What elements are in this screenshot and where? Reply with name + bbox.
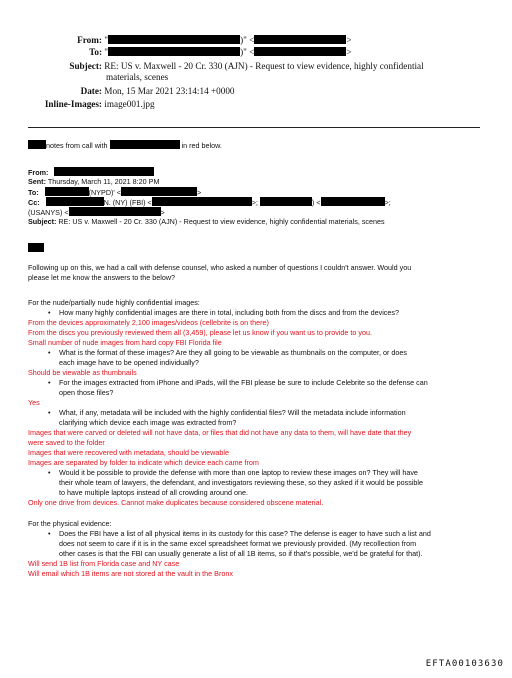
redaction-block xyxy=(260,197,312,206)
header-from-end: > xyxy=(346,35,352,45)
fwd-usanys-row xyxy=(28,207,165,217)
header-inline-images-value: image001.jpg xyxy=(104,99,155,109)
fwd-subject-value: RE: US v. Maxwell - 20 Cr. 330 (AJN) - Request to view evidence, highly confidential materials, scenes xyxy=(58,217,385,226)
header-date-row xyxy=(0,86,235,97)
answer-3: Yes xyxy=(28,398,40,407)
fwd-sent-value: Thursday, March 11, 2021 8:20 PM xyxy=(47,177,160,186)
header-to-end: > xyxy=(346,47,352,57)
fwd-to-value-b: > xyxy=(196,188,202,197)
header-from-row xyxy=(0,35,352,46)
answer-4-line1: Images that were carved or deleted will not have data, or files that did not have any data to them, will have date that they xyxy=(28,428,412,437)
question-2-line2: each image have to be opened individually? xyxy=(59,358,199,367)
answer-1-line1: From the devices approximately 2,100 images/videos (cellebrite is on there) xyxy=(28,318,269,327)
note-line xyxy=(28,140,222,150)
note-text-b: in red below. xyxy=(181,141,222,150)
bullet: • xyxy=(48,308,51,317)
redaction-block xyxy=(110,140,180,149)
question-4-line1: What, if any, metadata will be included with the highly confidential files? Will the metadata include information xyxy=(59,408,406,417)
question-6-line1: Does the FBI have a list of all physical items in its custody for this case? The defense is eager to have such a list and xyxy=(59,529,431,538)
question-3-line1: For the images extracted from iPhone and iPads, will the FBI please be sure to include Celebrite so the defense can xyxy=(59,378,428,387)
header-date-value: Mon, 15 Mar 2021 23:14:14 +0000 xyxy=(104,86,235,96)
redaction-block xyxy=(121,187,197,196)
fwd-to-label: To: xyxy=(28,188,39,197)
header-to-label: To: xyxy=(89,47,102,57)
bullet: • xyxy=(48,529,51,538)
fwd-from-label: From: xyxy=(28,168,49,177)
answer-4-line2: were saved to the folder xyxy=(28,438,105,447)
fwd-usanys-end: > xyxy=(160,208,165,217)
redaction-block xyxy=(69,207,161,216)
header-divider xyxy=(28,127,480,128)
redaction-block xyxy=(46,197,104,206)
intro-line1: Following up on this, we had a call with defense counsel, who asked a number of questions I couldn't answer. Would you xyxy=(28,263,412,272)
redaction-block xyxy=(152,197,252,206)
fwd-cc-label: Cc: xyxy=(28,198,40,207)
redaction-block xyxy=(54,167,154,176)
fwd-from-row xyxy=(28,167,154,177)
question-4-line2: clarifying which device each image was extracted from? xyxy=(59,418,237,427)
redaction-block xyxy=(45,187,89,196)
header-to-mid: )" < xyxy=(240,47,255,57)
fwd-cc-value-d: >; xyxy=(384,198,391,207)
answer-1-line2: From the discs you previously reviewed them all (3,459), please let us know if you want us to provide to you. xyxy=(28,328,372,337)
redaction-block xyxy=(28,140,46,149)
question-5-line3: to have multiple laptops instead of all crowding around one. xyxy=(59,488,248,497)
redaction-block xyxy=(254,35,346,44)
header-from-quote: " xyxy=(104,35,109,45)
question-6-line3: other cases is that the FBI can usually generate a list of all 1B items, so if that's possible, we'd be grateful for that). xyxy=(59,549,423,558)
bullet: • xyxy=(48,408,51,417)
salutation-redaction xyxy=(28,243,44,253)
header-subject-line2: materials, scenes xyxy=(106,72,169,82)
header-to-quote: " xyxy=(104,47,109,57)
bullet: • xyxy=(48,468,51,477)
redaction-block xyxy=(321,197,385,206)
fwd-sent-label: Sent: xyxy=(28,177,46,186)
redaction-block xyxy=(28,243,44,252)
fwd-cc-value-b: >; xyxy=(251,198,258,207)
header-subject-line1: RE: US v. Maxwell - 20 Cr. 330 (AJN) - Request to view evidence, highly confidential xyxy=(104,61,424,71)
fwd-usanys-value: (USANYS) < xyxy=(28,208,69,217)
question-3-line2: open those files? xyxy=(59,388,114,397)
bullet: • xyxy=(48,348,51,357)
question-2-line1: What is the format of these images? Are they all going to be viewable as thumbnails on the computer, or does xyxy=(59,348,407,357)
answer-5: Only one drive from devices. Cannot make duplicates because considered obscene material. xyxy=(28,498,324,507)
answer-4-line3: Images that were recovered with metadata, should be viewable xyxy=(28,448,229,457)
header-date-label: Date: xyxy=(80,86,102,96)
header-inline-images-row xyxy=(0,99,155,110)
question-6-line2: does not seem to care if it is in the same excel spreadsheet format we previously provided. (My recollection from xyxy=(59,539,417,548)
fwd-to-row xyxy=(28,187,201,197)
question-5-line2: their whole team of lawyers, the defendant, and investigators reviewing these, so they asked if it would be possible xyxy=(59,478,423,487)
header-to-row xyxy=(0,47,352,58)
answer-6-line1: Will send 1B list from Florida case and NY case xyxy=(28,559,180,568)
fwd-cc-value-a: N. (NY) (FBI) < xyxy=(103,198,152,207)
header-from-label: From: xyxy=(77,35,102,45)
header-from-mid: )" < xyxy=(240,35,255,45)
redaction-block xyxy=(108,35,240,44)
fwd-cc-value-c: ) < xyxy=(311,198,321,207)
header-inline-images-label: Inline-Images: xyxy=(44,99,102,109)
question-1: How many highly confidential images are there in total, including both from the discs and from the devices? xyxy=(59,308,399,317)
header-subject-row xyxy=(0,61,424,72)
section2-title: For the physical evidence: xyxy=(28,519,112,528)
fwd-cc-row xyxy=(28,197,391,207)
answer-2: Should be viewable as thumbnails xyxy=(28,368,137,377)
redaction-block xyxy=(254,47,346,56)
intro-line2: please let me know the answers to the below? xyxy=(28,273,176,282)
fwd-sent-row xyxy=(28,177,159,186)
section1-title: For the nude/partially nude highly confidential images: xyxy=(28,298,200,307)
answer-6-line2: Will email which 1B items are not stored at the vault in the Bronx xyxy=(28,569,233,578)
note-text-a: notes from call with xyxy=(46,141,108,150)
bates-number: EFTA00103630 xyxy=(425,659,504,669)
redaction-block xyxy=(108,47,240,56)
answer-4-line4: Images are separated by folder to indicate which device each came from xyxy=(28,458,259,467)
fwd-subject-row xyxy=(28,217,385,226)
question-5-line1: Would it be possible to provide the defense with more than one laptop to review these images on? They will have xyxy=(59,468,418,477)
fwd-subject-label: Subject: xyxy=(28,217,57,226)
bullet: • xyxy=(48,378,51,387)
fwd-to-value-a: (NYPD)' < xyxy=(88,188,121,197)
header-subject-label: Subject: xyxy=(69,61,102,71)
answer-1-line3: Small number of nude images from hard copy FBI Florida file xyxy=(28,338,222,347)
